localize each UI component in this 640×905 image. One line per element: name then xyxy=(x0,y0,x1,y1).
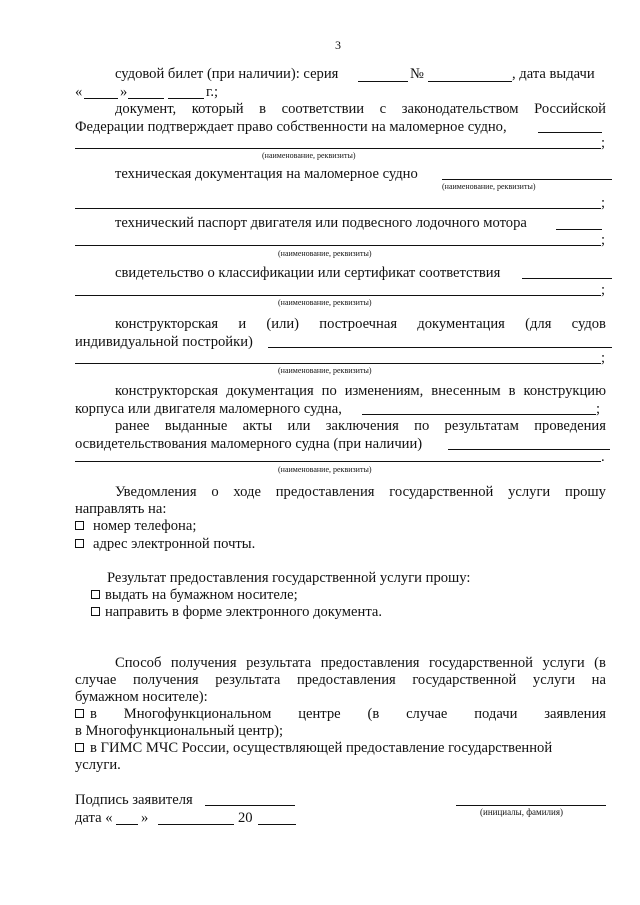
number-sign: № xyxy=(410,66,424,82)
modification-docs-field[interactable] xyxy=(362,414,596,415)
electronic-checkbox[interactable] xyxy=(91,607,100,616)
quote-close: » xyxy=(120,84,128,100)
paper-checkbox[interactable] xyxy=(91,590,100,599)
paper-option-label: выдать на бумажном носителе; xyxy=(105,587,298,603)
result-electronic-option[interactable] xyxy=(91,604,382,620)
engine-passport-field-a[interactable] xyxy=(556,229,602,230)
notify-email-option[interactable] xyxy=(75,536,255,552)
date-label: дата « xyxy=(75,810,113,826)
ship-ticket-label: судовой билет (при наличии): серия xyxy=(115,66,339,82)
semicolon: ; xyxy=(601,282,606,298)
period: . xyxy=(601,449,605,465)
receipt-method-line1: Способ получения результата предоставления государственной услуги (в xyxy=(115,655,606,671)
design-docs-line1: конструкторская и (или) построечная документация (для судов xyxy=(115,316,606,332)
design-docs-field-b[interactable] xyxy=(75,363,601,364)
semicolon: ; xyxy=(601,135,606,151)
electronic-option-label: направить в форме электронного документа. xyxy=(105,604,382,620)
gims-checkbox[interactable] xyxy=(75,743,84,752)
email-option-label: адрес электронной почты. xyxy=(93,536,256,552)
date-year-field[interactable] xyxy=(258,824,296,825)
ownership-doc-field-a[interactable] xyxy=(538,132,602,133)
semicolon: ; xyxy=(601,350,606,366)
tech-docs-field-a[interactable] xyxy=(442,179,612,180)
receipt-mfc-option-cont: в Многофункциональный центр); xyxy=(75,723,284,739)
ownership-doc-field-b[interactable] xyxy=(75,148,601,149)
ownership-doc-line1: документ, который в соответствии с законодательством Российской xyxy=(115,101,606,117)
email-checkbox[interactable] xyxy=(75,539,84,548)
quote-open: « xyxy=(75,84,83,100)
issue-year-field[interactable] xyxy=(168,98,204,99)
semicolon: ; xyxy=(601,195,606,211)
series-field[interactable] xyxy=(358,81,408,82)
inspection-acts-line1: ранее выданные акты или заключения по результатам проведения xyxy=(115,418,606,434)
tech-docs-field-b[interactable] xyxy=(75,208,601,209)
receipt-method-line3: бумажном носителе): xyxy=(75,689,208,705)
inspection-acts-line2: освидетельствования маломерного судна (при наличии) xyxy=(75,436,423,452)
result-paper-option[interactable] xyxy=(91,587,298,603)
inspection-acts-field-b[interactable] xyxy=(75,461,601,462)
certificate-field-b[interactable] xyxy=(75,295,601,296)
receipt-gims-option-cont: услуги. xyxy=(75,757,121,773)
semicolon: ; xyxy=(601,232,606,248)
date-month-field[interactable] xyxy=(158,824,234,825)
ownership-doc-caption: (наименование, реквизиты) xyxy=(262,151,356,160)
design-docs-caption: (наименование, реквизиты) xyxy=(278,366,372,375)
number-field[interactable] xyxy=(428,81,512,82)
ownership-doc-line2: Федерации подтверждает право собственности на маломерное судно, xyxy=(75,119,507,135)
tech-docs-label: техническая документация на маломерное судно xyxy=(115,166,418,182)
phone-option-label: номер телефона; xyxy=(93,518,197,534)
year-suffix: г.; xyxy=(206,84,219,100)
result-title: Результат предоставления государственной услуги прошу: xyxy=(107,570,471,586)
tech-docs-caption: (наименование, реквизиты) xyxy=(442,182,536,191)
engine-passport-label: технический паспорт двигателя или подвесного лодочного мотора xyxy=(115,215,527,231)
receipt-mfc-option[interactable]: в Многофункциональном центре (в случае подачи заявления xyxy=(75,706,606,722)
mfc-checkbox[interactable] xyxy=(75,709,84,718)
receipt-gims-option[interactable] xyxy=(75,740,552,756)
phone-checkbox[interactable] xyxy=(75,521,84,530)
receipt-method-line2: случае получения результата предоставления государственной услуги на xyxy=(75,672,606,688)
design-docs-line2: индивидуальной постройки) xyxy=(75,334,253,350)
certificate-field-a[interactable] xyxy=(522,278,612,279)
signature-field[interactable] xyxy=(205,805,295,806)
page-number: 3 xyxy=(335,38,341,52)
issue-day-field[interactable] xyxy=(84,98,118,99)
engine-passport-field-b[interactable] xyxy=(75,245,601,246)
design-docs-field-a[interactable] xyxy=(268,347,612,348)
issue-date-label: , дата выдачи xyxy=(512,66,595,82)
gims-option-label: в ГИМС МЧС России, осуществляющей предоставление государственной xyxy=(90,740,553,756)
inspection-acts-caption: (наименование, реквизиты) xyxy=(278,465,372,474)
signature-label: Подпись заявителя xyxy=(75,792,193,808)
initials-field[interactable] xyxy=(456,805,606,806)
certificate-caption: (наименование, реквизиты) xyxy=(278,298,372,307)
initials-caption: (инициалы, фамилия) xyxy=(480,807,563,817)
date-century: 20 xyxy=(238,810,253,826)
engine-passport-caption: (наименование, реквизиты) xyxy=(278,249,372,258)
modification-docs-line1: конструкторская документация по изменениям, внесенным в конструкцию xyxy=(115,383,606,399)
notifications-line1: Уведомления о ходе предоставления государственной услуги прошу xyxy=(115,484,606,500)
inspection-acts-field-a[interactable] xyxy=(448,449,610,450)
semicolon: ; xyxy=(596,401,601,417)
notify-phone-option[interactable] xyxy=(75,518,196,534)
issue-month-field[interactable] xyxy=(128,98,164,99)
date-day-field[interactable] xyxy=(116,824,138,825)
certificate-label: свидетельство о классификации или сертификат соответствия xyxy=(115,265,501,281)
notifications-line2: направлять на: xyxy=(75,501,167,517)
date-quote-close: » xyxy=(141,810,149,826)
modification-docs-line2: корпуса или двигателя маломерного судна, xyxy=(75,401,342,417)
